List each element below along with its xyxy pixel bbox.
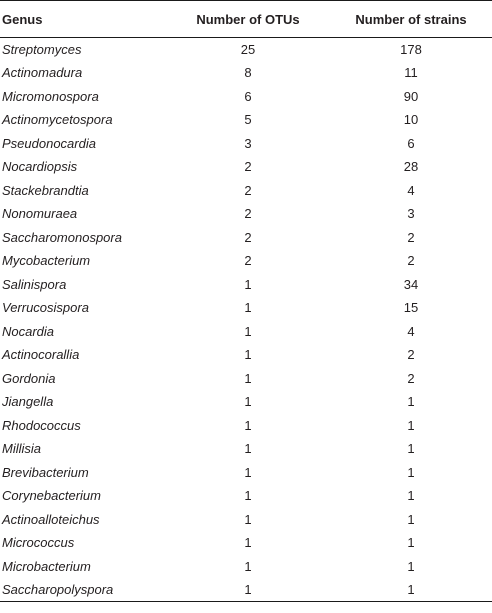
- genus-cell: Streptomyces: [2, 42, 82, 57]
- genus-cell: Gordonia: [2, 370, 56, 386]
- strains-cell: 1: [407, 417, 415, 433]
- table-row: [0, 202, 492, 226]
- table-row: [0, 508, 492, 532]
- strains-cell: 178: [400, 42, 422, 57]
- strains-cell: 6: [407, 135, 415, 151]
- genus-cell: Nocardia: [2, 323, 55, 339]
- strains-cell: 4: [407, 323, 415, 339]
- genus-cell: Saccharopolyspora: [0, 578, 166, 602]
- otus-cell: 1: [244, 488, 252, 504]
- table-row: [0, 179, 492, 203]
- strains-cell: 1: [407, 464, 415, 480]
- table-row: [0, 461, 492, 485]
- genus-cell: Rhodococcus: [2, 417, 81, 433]
- otus-cell: 2: [244, 182, 252, 198]
- genus-cell: Actinomycetospora: [2, 112, 113, 128]
- table-body: [0, 38, 492, 602]
- table-row: [0, 414, 492, 438]
- otus-cell: 1: [244, 558, 252, 574]
- genus-cell: Microbacterium: [2, 558, 91, 574]
- table-row: [0, 155, 492, 179]
- table-row: [0, 343, 492, 367]
- table-row: [0, 578, 492, 602]
- table-row: [0, 85, 492, 109]
- strains-cell: 1: [407, 394, 415, 410]
- table-row: [0, 555, 492, 579]
- otus-cell: 2: [244, 229, 252, 245]
- table-row: [0, 249, 492, 273]
- strains-cell: 1: [330, 578, 492, 602]
- otus-cell: 2: [244, 159, 252, 175]
- table-row: [0, 226, 492, 250]
- strains-cell: 2: [407, 347, 415, 363]
- strains-cell: 90: [403, 88, 419, 104]
- otus-cell: 1: [244, 276, 252, 292]
- table-row: [0, 108, 492, 132]
- otus-cell: 1: [244, 511, 252, 527]
- strains-cell: 10: [403, 112, 419, 128]
- table-row: [0, 132, 492, 156]
- table-row: [0, 531, 492, 555]
- genus-cell: Millisia: [2, 441, 41, 457]
- strains-cell: 4: [407, 182, 415, 198]
- strains-cell: 1: [407, 488, 415, 504]
- strains-cell: 11: [404, 65, 418, 81]
- strains-cell: 3: [407, 206, 415, 222]
- genus-cell: Mycobacterium: [2, 253, 91, 269]
- strains-cell: 1: [407, 535, 415, 551]
- otus-cell: 6: [244, 88, 252, 104]
- genus-cell: Micromonospora: [2, 88, 99, 104]
- genus-cell: Saccharomonospora: [2, 229, 122, 245]
- otus-cell: 25: [240, 42, 256, 57]
- genus-cell: Actinoalloteichus: [2, 511, 100, 527]
- otus-cell: 1: [244, 347, 252, 363]
- otus-cell: 3: [244, 135, 252, 151]
- table-row: [0, 367, 492, 391]
- table-row: [0, 61, 492, 85]
- table-row: [0, 437, 492, 461]
- otus-cell: 2: [244, 206, 252, 222]
- otus-cell: 8: [244, 65, 252, 81]
- genus-cell: Verrucosispora: [2, 300, 89, 316]
- strains-cell: 2: [407, 253, 415, 269]
- otus-cell: 1: [166, 578, 330, 602]
- strains-cell: 2: [407, 229, 415, 245]
- strains-cell: 28: [403, 159, 419, 175]
- otus-cell: 1: [244, 441, 252, 457]
- table-row: [0, 296, 492, 320]
- genus-cell: Brevibacterium: [2, 464, 89, 480]
- genus-cell: Corynebacterium: [2, 488, 101, 504]
- table-row: [0, 273, 492, 297]
- genus-cell: Salinispora: [2, 276, 67, 292]
- genus-cell: Nonomuraea: [2, 206, 78, 222]
- otus-cell: 1: [244, 370, 252, 386]
- otus-cell: 2: [244, 253, 252, 269]
- header-row: [0, 1, 492, 38]
- table-row: [0, 390, 492, 414]
- header-genus: Genus: [0, 1, 166, 38]
- genus-cell: Micrococcus: [2, 535, 75, 551]
- strains-cell: 2: [407, 370, 415, 386]
- genus-cell: Jiangella: [2, 394, 54, 410]
- genus-cell: Actinomadura: [2, 65, 83, 81]
- table-row: [0, 484, 492, 508]
- table-row: [0, 320, 492, 344]
- otus-cell: 1: [244, 535, 252, 551]
- strains-cell: 15: [403, 300, 419, 316]
- otus-cell: 5: [244, 112, 252, 128]
- otus-cell: 1: [244, 464, 252, 480]
- strains-cell: 1: [407, 441, 415, 457]
- strains-cell: 1: [407, 558, 415, 574]
- otus-cell: 1: [244, 417, 252, 433]
- genus-cell: Nocardiopsis: [2, 159, 78, 175]
- strains-cell: 34: [403, 276, 419, 292]
- genus-cell: Actinocorallia: [2, 347, 80, 363]
- genus-cell: Pseudonocardia: [2, 135, 96, 151]
- header-number-of-strains: Number of strains: [330, 1, 492, 38]
- strains-cell: 1: [407, 511, 415, 527]
- otus-cell: 1: [244, 394, 252, 410]
- genus-cell: Stackebrandtia: [2, 182, 89, 198]
- table-row: [0, 38, 492, 62]
- table-header: [0, 1, 492, 38]
- otus-cell: 1: [244, 300, 252, 316]
- header-number-of-otus: Number of OTUs: [166, 1, 330, 38]
- otus-cell: 1: [244, 323, 252, 339]
